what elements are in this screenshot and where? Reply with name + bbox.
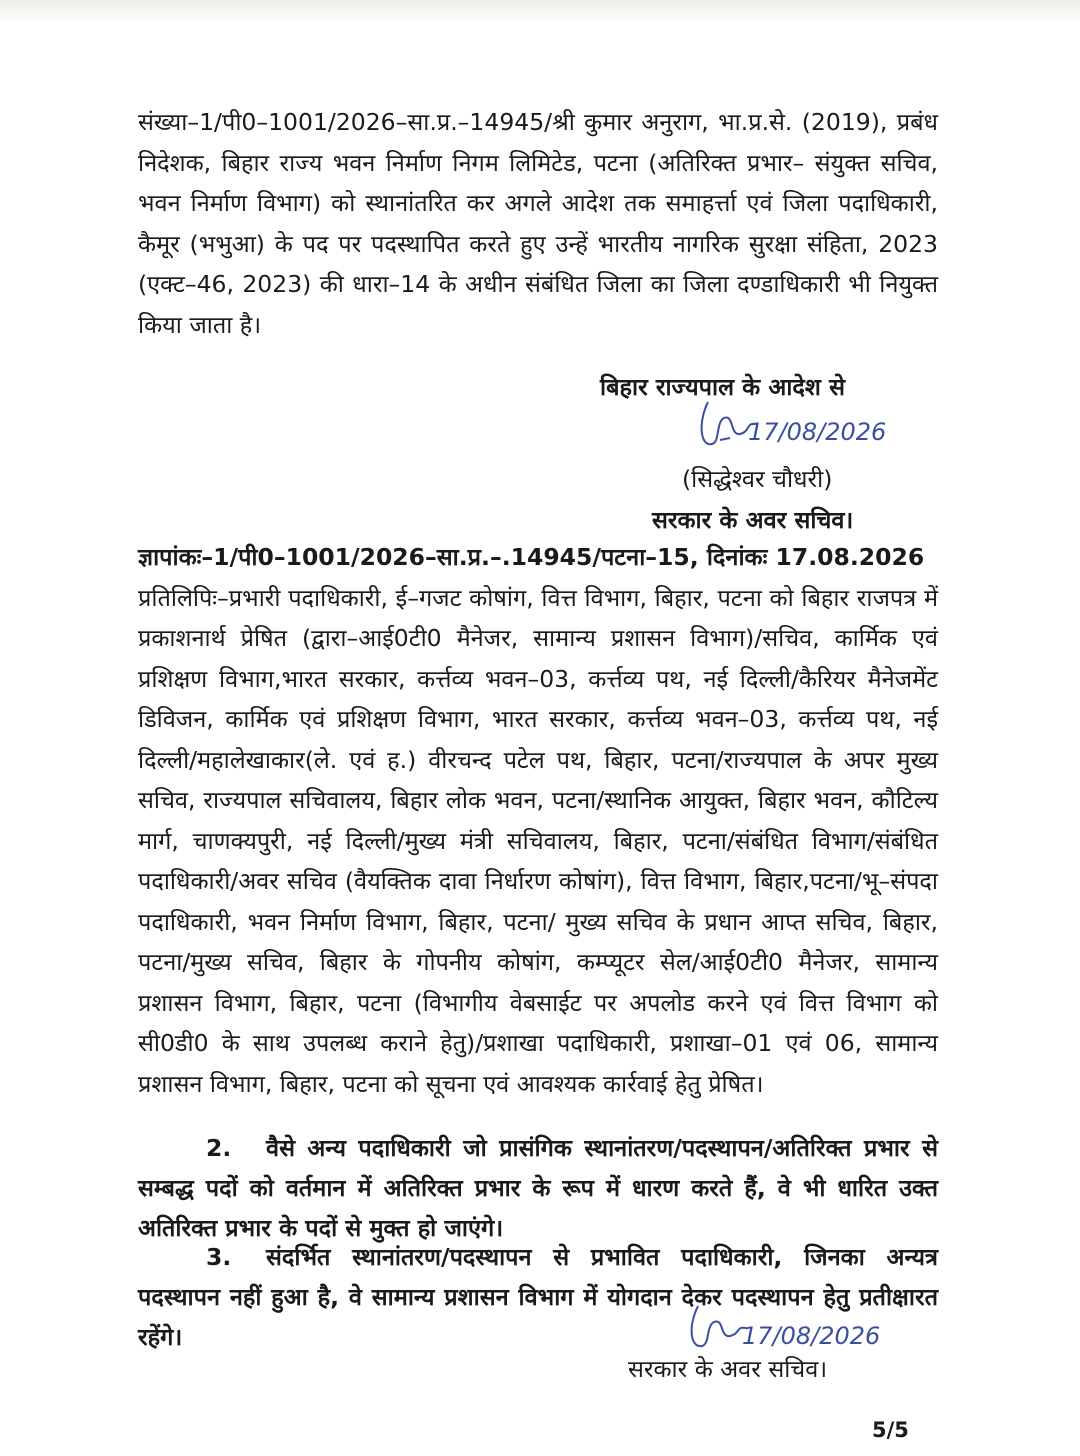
order-text: संख्या–1/पी0–1001/2026–सा.प्र.–14945/श्री कुमार अनुराग, भा.प्र.से. (2019), प्रबंध निदेशक, बिहार राज्य भवन निर्माण निगम लिमिटेड, पटना (अतिरिक्त प्रभार– संयुक्त सचिव, भवन निर्माण विभाग) को स्थानांतरित कर अगले आदेश तक समाहर्त्ता एवं जिला पदाधिकारी, कैमूर (भभुआ) के पद पर पदस्थापित करते हुए उन्हें भारतीय नागरिक सुरक्षा संहिता, 2023 (एक्ट–46, 2023) की धारा–14 के अधीन संबंधित जिला का जिला दण्डाधिकारी भी नियुक्त किया जाता है। xyxy=(138,108,939,339)
paragraph-2-number: 2. xyxy=(206,1134,232,1162)
paragraph-2 xyxy=(138,1128,938,1248)
designation-1: सरकार के अवर सचिव। xyxy=(652,506,854,534)
scan-edge xyxy=(0,0,1080,22)
paragraph-2-text: वैसे अन्य पदाधिकारी जो प्रासंगिक स्थानांतरण/पदस्थापन/अतिरिक्त प्रभार से सम्बद्ध पदों को वर्तमान में अतिरिक्त प्रभार के रूप में धारण करते हैं, वे भी धारित उक्त अतिरिक्त प्रभार के पदों से मुक्त हो जाएंगे। xyxy=(138,1134,938,1242)
designation-2: सरकार के अवर सचिव। xyxy=(628,1355,828,1383)
memo-copy-to: प्रतिलिपिः–प्रभारी पदाधिकारी, ई–गजट कोषांग, वित्त विभाग, बिहार, पटना को बिहार राजपत्र में प्रकाशनार्थ प्रेषित (द्वारा–आई0टी0 मैनेजर, सामान्य प्रशासन विभाग)/सचिव, कार्मिक एवं प्रशिक्षण विभाग,भारत सरकार, कर्त्तव्य भवन–03, कर्त्तव्य पथ, नई दिल्ली/कैरियर मैनेजमेंट डिविजन, कार्मिक एवं प्रशिक्षण विभाग, भारत सरकार, कर्त्तव्य भवन–03, कर्त्तव्य पथ, नई दिल्ली/महालेखाकार(ले. एवं ह.) वीरचन्द पटेल पथ, बिहार, पटना/राज्यपाल के अपर मुख्य सचिव, राज्यपाल सचिवालय, बिहार लोक भवन, पटना/स्थानिक आयुक्त, बिहार भवन, कौटिल्य मार्ग, चाणक्यपुरी, नई दिल्ली/मुख्य मंत्री सचिवालय, बिहार, पटना/संबंधित विभाग/संबंधित पदाधिकारी/अवर सचिव (वैयक्तिक दावा निर्धारण कोषांग), वित्त विभाग, बिहार,पटना/भू–संपदा पदाधिकारी, भवन निर्माण विभाग, बिहार, पटना/ मुख्य सचिव के प्रधान आप्त सचिव, बिहार, पटना/मुख्य सचिव, बिहार के गोपनीय कोषांग, कम्प्यूटर सेल/आई0टी0 मैनेजर, सामान्य प्रशासन विभाग, बिहार, पटना (विभागीय वेबसाईट पर अपलोड करने एवं वित्त विभाग को सी0डी0 के साथ उपलब्ध कराने हेतु)/प्रशाखा पदाधिकारी, प्रशाखा–01 एवं 06, सामान्य प्रशासन विभाग, बिहार, पटना को सूचना एवं आवश्यक कार्रवाई हेतु प्रेषित। xyxy=(138,583,938,1098)
signatory-name: (सिद्धेश्वर चौधरी) xyxy=(682,465,833,493)
signature-2-date: 17/08/2026 xyxy=(742,1322,881,1350)
order-paragraph xyxy=(138,102,938,346)
memo-paragraph xyxy=(138,537,938,1104)
signature-1-date: 17/08/2026 xyxy=(748,418,887,446)
page-number: 5/5 xyxy=(872,1418,909,1442)
paragraph-3-text: संदर्भित स्थानांतरण/पदस्थापन से प्रभावित पदाधिकारी, जिनका अन्यत्र पदस्थापन नहीं हुआ है, वे सामान्य प्रशासन विभाग में योगदान देकर पदस्थापन हेतु प्रतीक्षारत रहेंगे। xyxy=(138,1243,938,1351)
memo-number: ज्ञापांकः–1/पी0–1001/2026–सा.प्र.–.14945/पटना–15, दिनांकः 17.08.2026 xyxy=(138,543,925,571)
governor-order-line: बिहार राज्यपाल के आदेश से xyxy=(600,373,845,401)
paragraph-3-number: 3. xyxy=(206,1243,232,1271)
signature-1 xyxy=(690,392,910,472)
